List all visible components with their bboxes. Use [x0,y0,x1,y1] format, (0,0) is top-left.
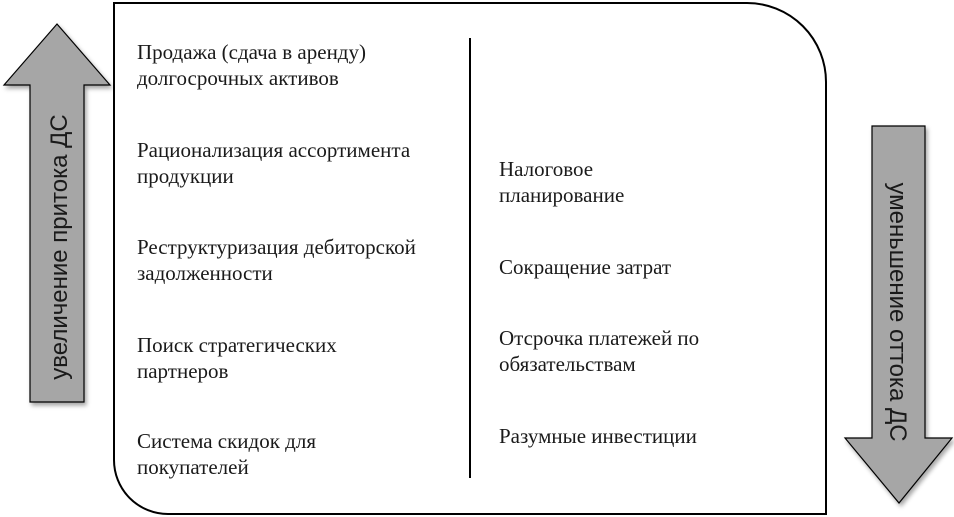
column-divider [469,38,471,478]
outflow-arrow-label: уменьшение оттока ДС [884,182,911,442]
right-item-investments: Разумные инвестиции [499,424,697,448]
inflow-up-arrow [4,24,110,402]
right-item-payment-deferral: Отсрочка платежей по обязательствам [499,326,700,376]
inflow-arrow-label: увеличение притока ДС [46,114,73,380]
right-item-cost-cutting: Сокращение затрат [499,255,672,279]
left-item-asset-sale: Продажа (сдача в аренду) долгосрочных активов [137,40,366,90]
right-item-tax-planning: Налоговое планирование [499,157,625,207]
outflow-down-arrow [845,126,952,503]
left-item-receivables: Реструктуризация дебиторской задолженности [137,235,416,285]
left-item-partners: Поиск стратегических партнеров [137,333,337,383]
left-item-discounts: Система скидок для покупателей [137,429,317,479]
left-item-assortment: Рационализация ассортимента продукции [137,138,411,188]
